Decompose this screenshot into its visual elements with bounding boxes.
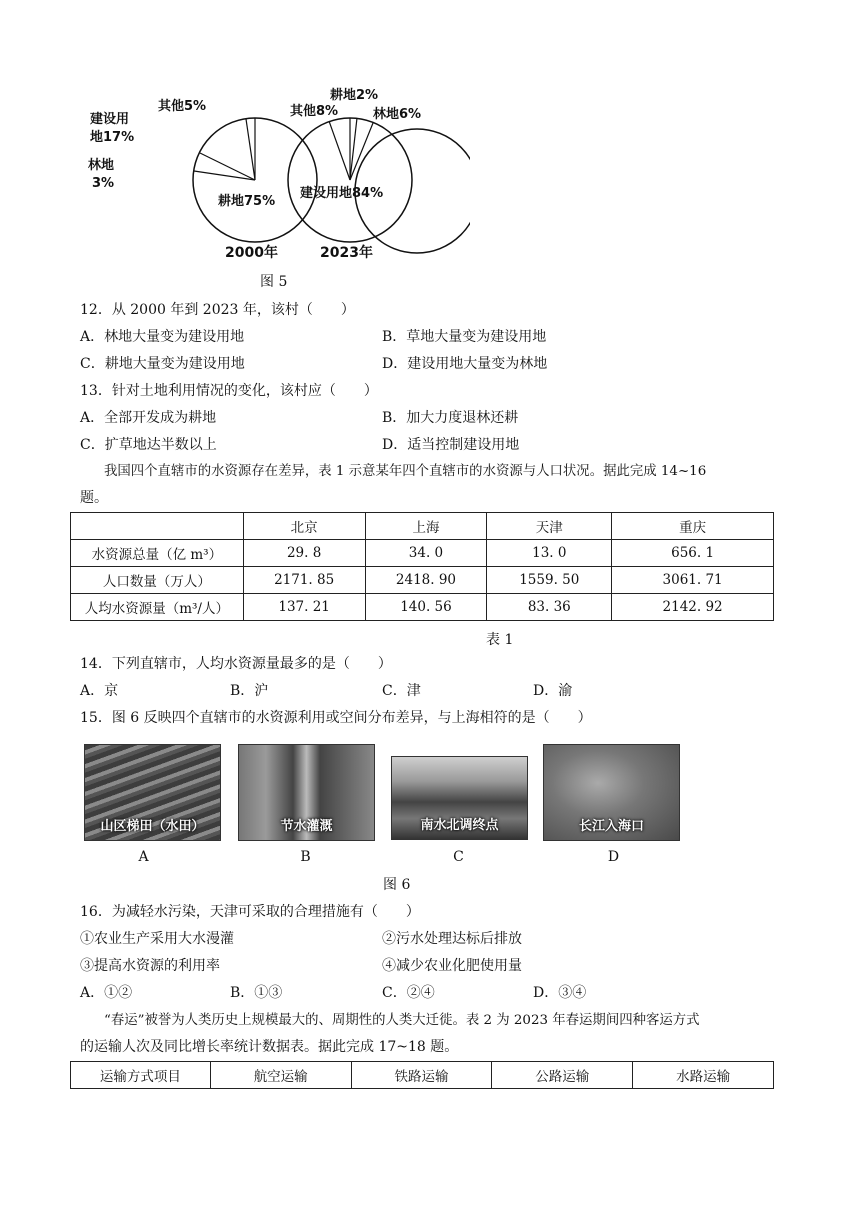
photo-a-letter: A — [138, 849, 149, 865]
q16-statement-3: ③提高水资源的利用率 — [80, 958, 220, 974]
intro-17-18-line2: 的运输人次及同比增长率统计数据表。据此完成 17~18 题。 — [80, 1039, 459, 1055]
table1-cell: 29. 8 — [243, 540, 365, 567]
table-row — [71, 540, 774, 567]
table1-header-cell: 重庆 — [612, 513, 774, 540]
table1-cell: 656. 1 — [612, 540, 774, 567]
q12-option-c: C．耕地大量变为建设用地 — [80, 356, 245, 372]
table1-cell: 83. 36 — [487, 594, 612, 621]
q12-stem: 12．从 2000 年到 2023 年，该村（ ） — [80, 302, 355, 318]
q12-option-b: B．草地大量变为建设用地 — [382, 329, 547, 345]
table1-cell: 137. 21 — [243, 594, 365, 621]
q15-stem: 15．图 6 反映四个直辖市的水资源利用或空间分布差异，与上海相符的是（ ） — [80, 710, 592, 726]
table1-header-cell: 天津 — [487, 513, 612, 540]
table1 — [70, 512, 774, 621]
q16-statement-1: ①农业生产采用大水漫灌 — [80, 931, 234, 947]
pie2000-label-other: 其他5% — [158, 99, 207, 114]
pie2023-label-other: 其他8% — [290, 104, 339, 119]
table2-header-cell: 铁路运输 — [351, 1062, 492, 1089]
table2-header-cell: 运输方式项目 — [71, 1062, 211, 1089]
table1-header-cell: 上海 — [365, 513, 487, 540]
table1-header-cell — [71, 513, 244, 540]
table1-cell: 1559. 50 — [487, 567, 612, 594]
q16-option-c: C．②④ — [382, 985, 435, 1001]
q16-option-d: D．③④ — [533, 985, 587, 1001]
table1-cell: 2418. 90 — [365, 567, 487, 594]
q14-option-c: C．津 — [382, 683, 421, 699]
pie2023-label-forest: 林地6% — [373, 107, 422, 122]
figure5-caption: 图 5 — [260, 274, 288, 290]
table1-cell: 34. 0 — [365, 540, 487, 567]
table2-header-row — [71, 1062, 774, 1089]
pie2000-label-forest-1: 林地 — [88, 158, 115, 173]
table1-cell: 3061. 71 — [612, 567, 774, 594]
q14-option-b: B．沪 — [230, 683, 269, 699]
photo-c-letter: C — [453, 849, 464, 865]
photo-b-overlay: 节水灌溉 — [280, 819, 333, 834]
table1-cell: 2171. 85 — [243, 567, 365, 594]
pie2000-label-cropland: 耕地75% — [218, 194, 276, 209]
intro-17-18-line1: “春运”被誉为人类历史上规模最大的、周期性的人类大迁徙。表 2 为 2023 年春运期间四种客运方式 — [104, 1013, 700, 1028]
q12-option-a: A．林地大量变为建设用地 — [80, 329, 245, 345]
photo-c-overlay: 南水北调终点 — [420, 818, 499, 833]
q16-statement-2: ②污水处理达标后排放 — [382, 931, 522, 947]
table1-cell: 2142. 92 — [612, 594, 774, 621]
photo-a — [84, 744, 221, 841]
photo-b — [238, 744, 375, 841]
table2-header-cell: 航空运输 — [210, 1062, 351, 1089]
intro-14-16-line1: 我国四个直辖市的水资源存在差异，表 1 示意某年四个直辖市的水资源与人口状况。据此完成 14~16 — [104, 464, 707, 479]
pie2000-year: 2000年 — [225, 245, 278, 261]
table2 — [70, 1061, 774, 1089]
q14-option-d: D．渝 — [533, 683, 573, 699]
photo-d — [543, 744, 680, 841]
photo-d-letter: D — [607, 849, 620, 865]
table1-header-row — [71, 513, 774, 540]
pie2000-label-forest-2: 3% — [92, 176, 115, 191]
q14-option-a: A．京 — [80, 683, 119, 699]
photo-a-overlay: 山区梯田（水田） — [100, 819, 205, 834]
pie2000-label-construction-2: 地17% — [90, 130, 135, 145]
q13-option-a: A．全部开发成为耕地 — [80, 410, 217, 426]
q14-stem: 14．下列直辖市，人均水资源量最多的是（ ） — [80, 656, 392, 672]
q16-stem: 16．为减轻水污染，天津可采取的合理措施有（ ） — [80, 904, 420, 920]
figure6-caption: 图 6 — [383, 877, 411, 893]
table1-caption: 表 1 — [486, 632, 514, 648]
q13-option-c: C．扩草地达半数以上 — [80, 437, 217, 453]
table-row — [71, 567, 774, 594]
pie2023-year: 2023年 — [320, 245, 373, 261]
q16-option-b: B．①③ — [230, 985, 283, 1001]
pie2000-label-construction-1: 建设用 — [90, 112, 130, 127]
table2-header-cell: 公路运输 — [492, 1062, 633, 1089]
pie2023-label-construction: 建设用地84% — [300, 186, 384, 201]
q13-option-b: B．加大力度退林还耕 — [382, 410, 519, 426]
table1-row-label: 水资源总量（亿 m³） — [71, 540, 244, 567]
photo-d-overlay: 长江入海口 — [578, 819, 644, 834]
figure5-pie-2023 — [280, 85, 460, 265]
q16-option-a: A．①② — [80, 985, 133, 1001]
table2-header-cell: 水路运输 — [633, 1062, 774, 1089]
table1-header-cell: 北京 — [243, 513, 365, 540]
q13-stem: 13．针对土地利用情况的变化，该村应（ ） — [80, 383, 378, 399]
table-row — [71, 594, 774, 621]
photo-c — [391, 756, 528, 840]
intro-14-16-line2: 题。 — [80, 490, 108, 506]
table1-row-label: 人均水资源量（m³/人） — [71, 594, 244, 621]
q16-statement-4: ④减少农业化肥使用量 — [382, 958, 522, 974]
photo-b-letter: B — [300, 849, 311, 865]
q13-option-d: D．适当控制建设用地 — [382, 437, 520, 453]
table1-cell: 140. 56 — [365, 594, 487, 621]
pie2023-label-cropland: 耕地2% — [330, 88, 379, 103]
q12-option-d: D．建设用地大量变为林地 — [382, 356, 548, 372]
table1-cell: 13. 0 — [487, 540, 612, 567]
table1-row-label: 人口数量（万人） — [71, 567, 244, 594]
